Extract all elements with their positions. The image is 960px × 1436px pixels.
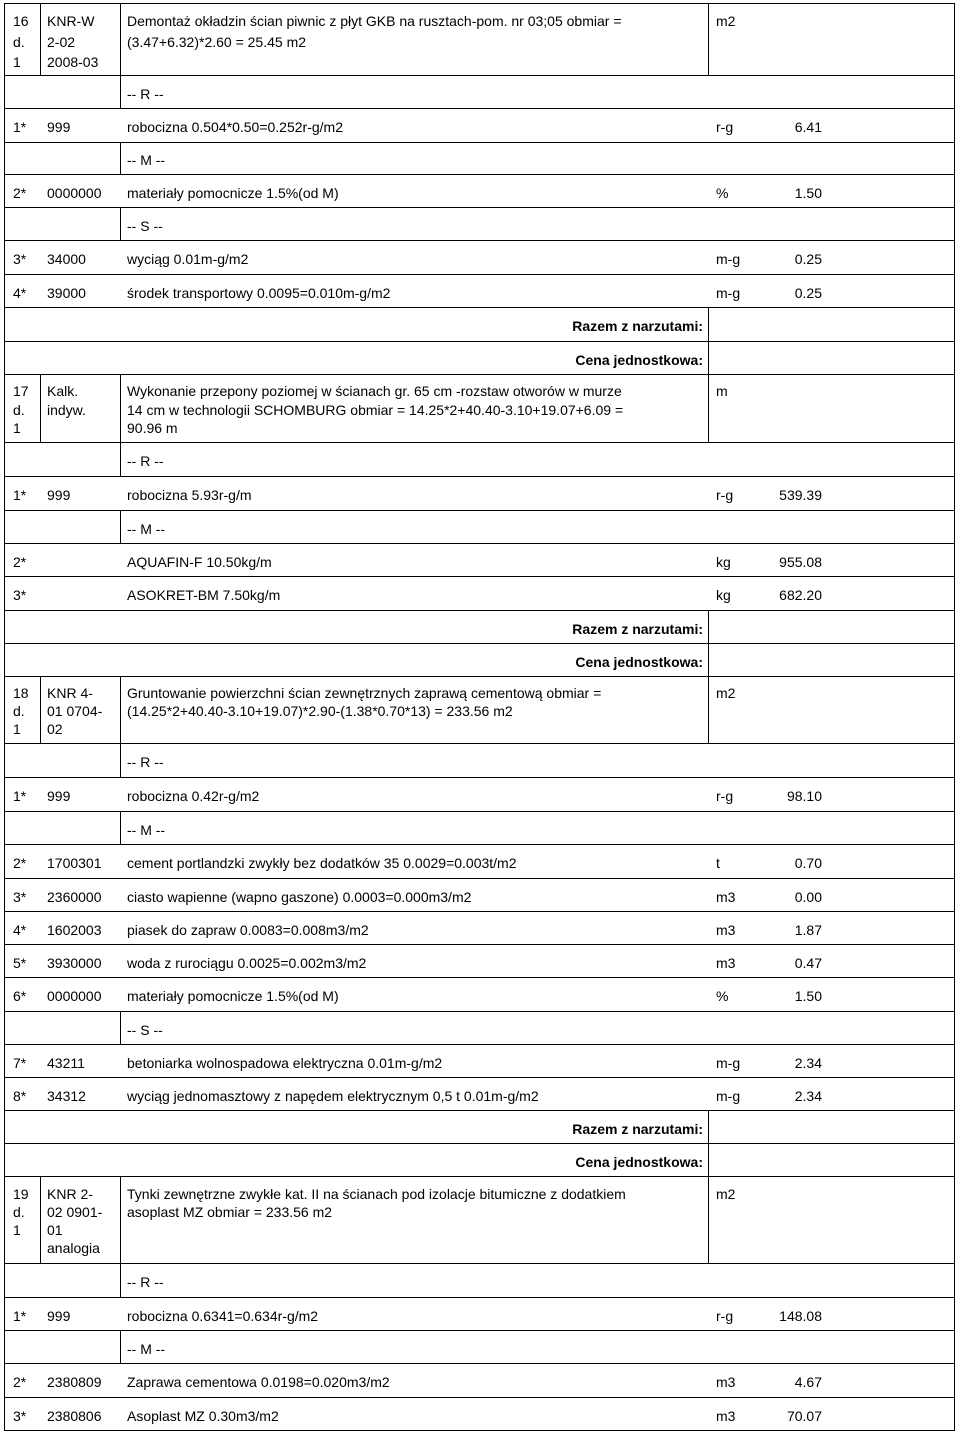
row-col-rule: [120, 142, 121, 175]
entry-right-rule: [954, 676, 955, 744]
resource-code: 43211: [47, 1055, 85, 1071]
entry-right-rule: [954, 3, 955, 76]
resource-unit: m-g: [716, 1088, 741, 1104]
entry-col-rule: [40, 3, 41, 76]
summary-rule: [4, 1110, 955, 1111]
row-left-rule: [4, 1397, 5, 1431]
entry-number: d.: [13, 34, 25, 50]
entry-col-rule: [120, 1176, 121, 1264]
row-right-rule: [954, 1330, 955, 1364]
entry-col-rule: [120, 676, 121, 744]
summary-col-rule: [708, 1110, 709, 1177]
entry-col-rule: [708, 3, 709, 76]
row-right-rule: [954, 1397, 955, 1431]
row-rule: [4, 274, 955, 275]
resource-code: 2380809: [47, 1374, 102, 1390]
resource-name: ASOKRET-BM 7.50kg/m: [127, 587, 281, 603]
section-label: -- M --: [127, 822, 166, 838]
row-right-rule: [954, 1363, 955, 1398]
resource-index: 2*: [13, 855, 27, 871]
entry-number: d.: [13, 402, 25, 418]
entry-code: analogia: [47, 1240, 100, 1256]
resource-value: 539.39: [779, 487, 822, 503]
entry-top-rule: [4, 3, 955, 4]
resource-index: 3*: [13, 1408, 27, 1424]
row-right-rule: [954, 811, 955, 845]
entry-unit: m2: [716, 13, 736, 29]
resource-code: 999: [47, 487, 71, 503]
resource-name: materiały pomocnicze 1.5%(od M): [127, 185, 339, 201]
resource-unit: m3: [716, 1408, 736, 1424]
row-right-rule: [954, 207, 955, 241]
row-col-rule: [120, 510, 121, 544]
entry-number: 17: [13, 383, 29, 399]
entry-number: 19: [13, 1186, 29, 1202]
entry-description: 14 cm w technologii SCHOMBURG obmiar = 14.25*2+40.40-3.10+19.07+6.09 =: [127, 402, 624, 418]
resource-unit: kg: [716, 587, 731, 603]
resource-name: piasek do zapraw 0.0083=0.008m3/m2: [127, 922, 369, 938]
entry-code: Kalk.: [47, 383, 79, 399]
entry-unit: m2: [716, 685, 736, 701]
resource-code: 2360000: [47, 889, 102, 905]
entry-code: 01 0704-: [47, 703, 103, 719]
row-left-rule: [4, 777, 5, 812]
section-label: -- M --: [127, 152, 166, 168]
row-right-rule: [954, 174, 955, 208]
resource-name: robocizna 0.6341=0.634r-g/m2: [127, 1308, 319, 1324]
resource-name: robocizna 5.93r-g/m: [127, 487, 252, 503]
row-right-rule: [954, 777, 955, 812]
resource-name: ciasto wapienne (wapno gaszone) 0.0003=0.000m3/m2: [127, 889, 472, 905]
row-rule: [4, 1297, 955, 1298]
row-left-rule: [4, 743, 5, 778]
row-left-rule: [4, 510, 5, 544]
entry-col-rule: [708, 374, 709, 443]
resource-code: 34000: [47, 251, 86, 267]
resource-unit: r-g: [716, 1308, 734, 1324]
row-right-rule: [954, 1011, 955, 1045]
resource-code: 39000: [47, 285, 86, 301]
summary-col-rule: [708, 610, 709, 677]
resource-index: 6*: [13, 988, 27, 1004]
cena-label: Cena jednostkowa:: [575, 1154, 703, 1170]
resource-unit: r-g: [716, 788, 734, 804]
entry-left-rule: [4, 676, 5, 744]
entry-description: (14.25*2+40.40-3.10+19.07)*2.90-(1.38*0.70*13) = 233.56 m2: [127, 703, 513, 719]
row-right-rule: [954, 476, 955, 511]
row-rule: [4, 944, 955, 945]
entry-description: Wykonanie przepony poziomej w ścianach gr. 65 cm -rozstaw otworów w murze: [127, 383, 622, 399]
entry-description: asoplast MZ obmiar = 233.56 m2: [127, 1204, 333, 1220]
resource-unit: m3: [716, 955, 736, 971]
entry-left-rule: [4, 3, 5, 76]
row-left-rule: [4, 174, 5, 208]
resource-index: 5*: [13, 955, 27, 971]
entry-code: 02: [47, 721, 63, 737]
entry-left-rule: [4, 1176, 5, 1264]
resource-unit: m3: [716, 922, 736, 938]
row-rule: [4, 108, 955, 109]
section-label: -- R --: [127, 1274, 164, 1290]
resource-index: 7*: [13, 1055, 27, 1071]
row-left-rule: [4, 1330, 5, 1364]
entry-code: KNR 2-: [47, 1186, 93, 1202]
summary-right-rule: [954, 307, 955, 375]
resource-code: 1700301: [47, 855, 102, 871]
resource-value: 955.08: [779, 554, 822, 570]
resource-value: 0.00: [794, 889, 822, 905]
row-left-rule: [4, 142, 5, 175]
summary-right-rule: [954, 610, 955, 677]
resource-index: 1*: [13, 119, 27, 135]
resource-value: 0.25: [794, 285, 822, 301]
row-left-rule: [4, 108, 5, 143]
resource-value: 70.07: [786, 1408, 822, 1424]
row-rule: [4, 442, 955, 443]
resource-value: 0.25: [794, 251, 822, 267]
row-rule: [4, 1011, 955, 1012]
row-rule: [4, 777, 955, 778]
resource-code: 3930000: [47, 955, 102, 971]
entry-code: 01: [47, 1222, 63, 1238]
row-right-rule: [954, 1263, 955, 1298]
resource-unit: m-g: [716, 1055, 741, 1071]
row-left-rule: [4, 75, 5, 109]
row-right-rule: [954, 75, 955, 109]
resource-index: 4*: [13, 285, 27, 301]
resource-index: 1*: [13, 1308, 27, 1324]
entry-code: KNR 4-: [47, 685, 93, 701]
row-right-rule: [954, 1077, 955, 1111]
row-right-rule: [954, 1044, 955, 1078]
resource-unit: m3: [716, 889, 736, 905]
resource-unit: m-g: [716, 285, 741, 301]
entry-number: 1: [13, 1222, 21, 1238]
row-rule: [4, 207, 955, 208]
entry-top-rule: [4, 676, 955, 677]
row-right-rule: [954, 944, 955, 978]
section-label: -- R --: [127, 754, 164, 770]
row-rule: [4, 1363, 955, 1364]
resource-name: Zaprawa cementowa 0.0198=0.020m3/m2: [127, 1374, 390, 1390]
row-rule: [4, 1263, 955, 1264]
row-left-rule: [4, 1077, 5, 1111]
row-left-rule: [4, 1297, 5, 1331]
resource-index: 3*: [13, 889, 27, 905]
section-label: -- M --: [127, 521, 166, 537]
row-rule: [4, 977, 955, 978]
row-right-rule: [954, 911, 955, 945]
resource-code: 34312: [47, 1088, 86, 1104]
summary-left-rule: [4, 1110, 5, 1177]
resource-name: AQUAFIN-F 10.50kg/m: [127, 554, 272, 570]
resource-name: cement portlandzki zwykły bez dodatków 35 0.0029=0.003t/m2: [127, 855, 517, 871]
resource-name: wyciąg 0.01m-g/m2: [127, 251, 249, 267]
entry-number: 18: [13, 685, 29, 701]
row-right-rule: [954, 1297, 955, 1331]
row-rule: [4, 75, 955, 76]
resource-value: 4.67: [794, 1374, 822, 1390]
entry-col-rule: [40, 676, 41, 744]
resource-unit: %: [716, 185, 729, 201]
resource-index: 3*: [13, 251, 27, 267]
row-left-rule: [4, 844, 5, 879]
row-col-rule: [120, 207, 121, 241]
row-rule: [4, 576, 955, 577]
resource-value: 1.50: [794, 185, 822, 201]
row-right-rule: [954, 576, 955, 611]
resource-name: robocizna 0.504*0.50=0.252r-g/m2: [127, 119, 343, 135]
row-rule: [4, 510, 955, 511]
row-left-rule: [4, 944, 5, 978]
row-left-rule: [4, 543, 5, 577]
section-label: -- R --: [127, 86, 164, 102]
entry-description: Demontaż okładzin ścian piwnic z płyt GKB na rusztach-pom. nr 03;05 obmiar =: [127, 13, 622, 29]
row-col-rule: [120, 442, 121, 477]
section-label: -- R --: [127, 453, 164, 469]
summary-rule: [4, 1143, 955, 1144]
section-label: -- S --: [127, 1022, 163, 1038]
resource-index: 3*: [13, 587, 27, 603]
entry-left-rule: [4, 374, 5, 443]
resource-name: robocizna 0.42r-g/m2: [127, 788, 260, 804]
row-right-rule: [954, 274, 955, 308]
row-left-rule: [4, 878, 5, 912]
row-left-rule: [4, 476, 5, 511]
row-rule: [4, 878, 955, 879]
resource-code: 1602003: [47, 922, 102, 938]
resource-value: 2.34: [794, 1088, 822, 1104]
entry-description: 90.96 m: [127, 420, 178, 436]
resource-index: 1*: [13, 487, 27, 503]
entry-number: 16: [13, 13, 29, 29]
entry-top-rule: [4, 374, 955, 375]
entry-number: 1: [13, 420, 21, 436]
resource-name: wyciąg jednomasztowy z napędem elektrycznym 0,5 t 0.01m-g/m2: [127, 1088, 539, 1104]
entry-code: 2-02: [47, 34, 76, 50]
resource-code: 2380806: [47, 1408, 102, 1424]
row-rule: [4, 1044, 955, 1045]
resource-name: środek transportowy 0.0095=0.010m-g/m2: [127, 285, 391, 301]
resource-name: woda z rurociągu 0.0025=0.002m3/m2: [127, 955, 367, 971]
summary-rule: [4, 307, 955, 308]
table-bottom-rule: [4, 1430, 955, 1431]
resource-unit: m3: [716, 1374, 736, 1390]
entry-description: (3.47+6.32)*2.60 = 25.45 m2: [127, 34, 307, 50]
row-col-rule: [120, 1330, 121, 1364]
entry-right-rule: [954, 374, 955, 443]
row-left-rule: [4, 1044, 5, 1078]
row-left-rule: [4, 811, 5, 845]
summary-rule: [4, 610, 955, 611]
resource-unit: %: [716, 988, 729, 1004]
row-rule: [4, 811, 955, 812]
row-rule: [4, 1330, 955, 1331]
resource-value: 1.50: [794, 988, 822, 1004]
row-left-rule: [4, 977, 5, 1012]
row-right-rule: [954, 108, 955, 143]
entry-unit: m2: [716, 1186, 736, 1202]
razem-label: Razem z narzutami:: [572, 1121, 703, 1137]
resource-unit: m-g: [716, 251, 741, 267]
resource-unit: t: [716, 855, 720, 871]
resource-code: 0000000: [47, 988, 102, 1004]
entry-col-rule: [708, 1176, 709, 1264]
entry-col-rule: [40, 1176, 41, 1264]
entry-description: Gruntowanie powierzchni ścian zewnętrznych zaprawą cementową obmiar =: [127, 685, 602, 701]
row-right-rule: [954, 510, 955, 544]
row-rule: [4, 1397, 955, 1398]
resource-name: materiały pomocnicze 1.5%(od M): [127, 988, 339, 1004]
row-left-rule: [4, 1011, 5, 1045]
row-rule: [4, 142, 955, 143]
resource-unit: kg: [716, 554, 731, 570]
entry-code: KNR-W: [47, 13, 95, 29]
row-rule: [4, 174, 955, 175]
row-rule: [4, 1077, 955, 1078]
row-right-rule: [954, 844, 955, 879]
summary-left-rule: [4, 307, 5, 375]
entry-number: 1: [13, 54, 21, 70]
summary-left-rule: [4, 610, 5, 677]
row-col-rule: [120, 1011, 121, 1045]
row-right-rule: [954, 977, 955, 1012]
row-right-rule: [954, 442, 955, 477]
row-right-rule: [954, 543, 955, 577]
entry-col-rule: [708, 676, 709, 744]
row-left-rule: [4, 442, 5, 477]
row-right-rule: [954, 240, 955, 275]
summary-right-rule: [954, 1110, 955, 1177]
row-col-rule: [120, 743, 121, 778]
resource-value: 0.70: [794, 855, 822, 871]
row-col-rule: [120, 1263, 121, 1298]
entry-number: d.: [13, 1204, 25, 1220]
resource-index: 2*: [13, 185, 27, 201]
resource-index: 1*: [13, 788, 27, 804]
entry-col-rule: [120, 374, 121, 443]
resource-code: 999: [47, 119, 71, 135]
resource-value: 98.10: [786, 788, 822, 804]
razem-label: Razem z narzutami:: [572, 318, 703, 334]
row-left-rule: [4, 576, 5, 611]
resource-value: 6.41: [794, 119, 822, 135]
entry-right-rule: [954, 1176, 955, 1264]
row-left-rule: [4, 240, 5, 275]
resource-value: 682.20: [779, 587, 822, 603]
resource-code: 999: [47, 1308, 71, 1324]
entry-col-rule: [120, 3, 121, 76]
row-left-rule: [4, 1363, 5, 1398]
resource-value: 2.34: [794, 1055, 822, 1071]
resource-unit: r-g: [716, 487, 734, 503]
cena-label: Cena jednostkowa:: [575, 352, 703, 368]
entry-col-rule: [40, 374, 41, 443]
resource-unit: r-g: [716, 119, 734, 135]
resource-name: betoniarka wolnospadowa elektryczna 0.01m-g/m2: [127, 1055, 443, 1071]
resource-code: 999: [47, 788, 71, 804]
row-rule: [4, 844, 955, 845]
resource-value: 0.47: [794, 955, 822, 971]
resource-index: 2*: [13, 1374, 27, 1390]
cena-label: Cena jednostkowa:: [575, 654, 703, 670]
summary-col-rule: [708, 307, 709, 375]
section-label: -- M --: [127, 1341, 166, 1357]
resource-index: 8*: [13, 1088, 27, 1104]
entry-top-rule: [4, 1176, 955, 1177]
row-rule: [4, 240, 955, 241]
row-col-rule: [120, 75, 121, 109]
row-left-rule: [4, 274, 5, 308]
entry-number: 1: [13, 721, 21, 737]
row-left-rule: [4, 1263, 5, 1298]
entry-code: indyw.: [47, 402, 86, 418]
resource-code: 0000000: [47, 185, 102, 201]
row-col-rule: [120, 811, 121, 845]
resource-name: Asoplast MZ 0.30m3/m2: [127, 1408, 279, 1424]
entry-code: 02 0901-: [47, 1204, 103, 1220]
entry-code: 2008-03: [47, 54, 99, 70]
resource-value: 1.87: [794, 922, 822, 938]
resource-index: 2*: [13, 554, 27, 570]
row-left-rule: [4, 207, 5, 241]
summary-rule: [4, 643, 955, 644]
row-rule: [4, 911, 955, 912]
razem-label: Razem z narzutami:: [572, 621, 703, 637]
resource-value: 148.08: [779, 1308, 822, 1324]
entry-description: Tynki zewnętrzne zwykłe kat. II na ścianach pod izolacje bitumiczne z dodatkiem: [127, 1186, 626, 1202]
resource-index: 4*: [13, 922, 27, 938]
row-left-rule: [4, 911, 5, 945]
entry-number: d.: [13, 703, 25, 719]
row-rule: [4, 743, 955, 744]
row-rule: [4, 476, 955, 477]
summary-rule: [4, 341, 955, 342]
section-label: -- S --: [127, 218, 163, 234]
row-rule: [4, 543, 955, 544]
row-right-rule: [954, 743, 955, 778]
row-right-rule: [954, 878, 955, 912]
entry-unit: m: [716, 383, 728, 399]
row-right-rule: [954, 142, 955, 175]
